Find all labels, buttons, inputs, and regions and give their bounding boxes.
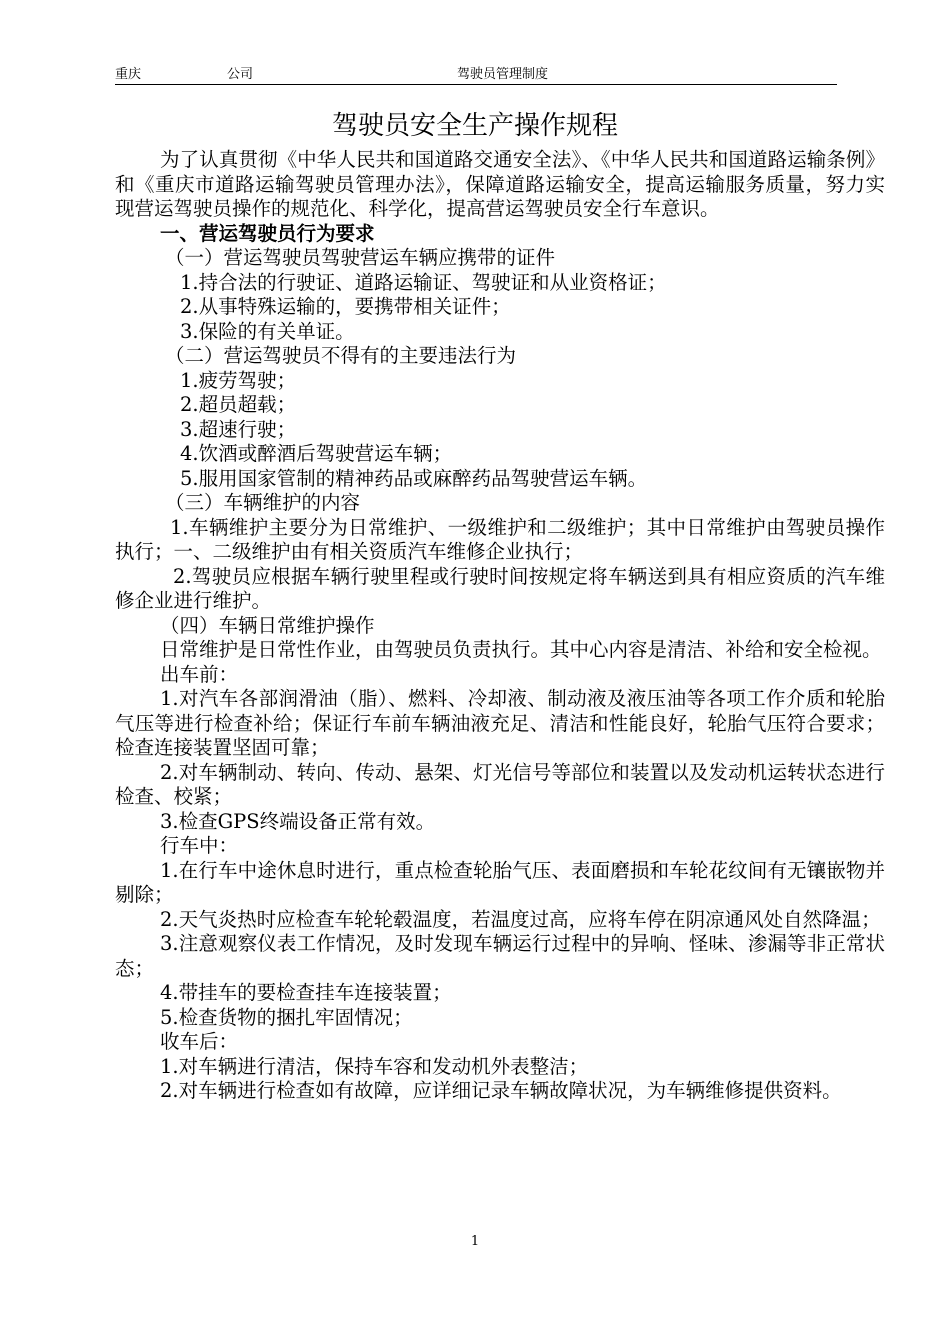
list-item: 3.超速行驶； — [180, 417, 297, 441]
subsection-title-4: （四）车辆日常维护操作 — [160, 613, 375, 637]
header-city: 重庆 — [115, 67, 142, 82]
list-item: 3.注意观察仪表工作情况，及时发现车辆运行过程中的异响、怪味、渗漏等非正常状态； — [115, 932, 885, 980]
list-item: 2.从事特殊运输的，要携带相关证件； — [180, 295, 511, 318]
subsection-description: 日常维护是日常性作业，由驾驶员负责执行。其中心内容是清洁、补给和安全检视。 — [160, 638, 882, 661]
list-item: 1.持合法的行驶证、道路运输证、驾驶证和从业资格证； — [180, 270, 667, 294]
list-item: 1.对汽车各部润滑油（脂）、燃料、冷却液、制动液及液压油等各项工作介质和轮胎气压等进行检查补给；保证行车前车辆油液充足、清洁和性能良好，轮胎气压符合要求；检查连接装置坚固可靠； — [115, 687, 885, 759]
list-item: 2.对车辆制动、转向、传动、悬架、灯光信号等部位和装置以及发动机运转状态进行检查、校紧； — [115, 760, 885, 808]
phase-title-during: 行车中： — [160, 834, 239, 857]
document-title: 驾驶员安全生产操作规程 — [331, 111, 618, 141]
page-header — [115, 66, 837, 85]
intro-paragraph: 为了认真贯彻《中华人民共和国道路交通安全法》、《中华人民共和国道路运输条例》和《重庆市道路运输驾驶员管理办法》，保障道路运输安全，提高运输服务质量，努力实现营运驾驶员操作的规范化、科学化，提高营运驾驶员安全行车意识。 — [115, 148, 885, 220]
list-item: 5.检查货物的捆扎牢固情况； — [160, 1005, 413, 1029]
list-item: 2.驾驶员应根据车辆行驶里程或行驶时间按规定将车辆送到具有相应资质的汽车维修企业进行维护。 — [115, 564, 885, 612]
header-company: 公司 — [227, 67, 254, 82]
list-item: 1.疲劳驾驶； — [180, 368, 297, 392]
list-item: 4.带挂车的要检查挂车连接装置； — [160, 981, 452, 1004]
document-body — [115, 148, 885, 1104]
list-item: 3.检查GPS终端设备正常有效。 — [160, 809, 436, 833]
subsection-title-3: （三）车辆维护的内容 — [165, 491, 361, 514]
subsection-title-2: （二）营运驾驶员不得有的主要违法行为 — [165, 344, 517, 367]
list-item: 3.保险的有关单证。 — [180, 319, 355, 343]
phase-title-after: 收车后： — [160, 1030, 239, 1053]
list-item: 1.在行车中途休息时进行，重点检查轮胎气压、表面磨损和车轮花纹间有无镶嵌物并剔除； — [115, 858, 885, 906]
phase-title-before: 出车前： — [160, 662, 239, 686]
page-number: 1 — [470, 1234, 480, 1249]
header-doc-name: 驾驶员管理制度 — [457, 67, 549, 82]
list-item: 4.饮酒或醉酒后驾驶营运车辆； — [180, 442, 453, 465]
list-item: 1.对车辆进行清洁，保持车容和发动机外表整洁； — [160, 1054, 589, 1078]
list-item: 1.车辆维护主要分为日常维护、一级维护和二级维护；其中日常维护由驾驶员操作执行；一、二级维护由有相关资质汽车维修企业执行； — [115, 515, 885, 563]
list-item: 2.对车辆进行检查如有故障，应详细记录车辆故障状况，为车辆维修提供资料。 — [160, 1079, 842, 1102]
list-item: 2.超员超载； — [180, 393, 297, 416]
subsection-title-1: （一）营运驾驶员驾驶营运车辆应携带的证件 — [165, 246, 556, 269]
list-item: 5.服用国家管制的精神药品或麻醉药品驾驶营运车辆。 — [180, 466, 648, 490]
list-item: 2.天气炎热时应检查车轮轮毂温度，若温度过高，应将车停在阴凉通风处自然降温； — [160, 907, 881, 931]
section-heading-1: 一、营运驾驶员行为要求 — [160, 221, 375, 245]
